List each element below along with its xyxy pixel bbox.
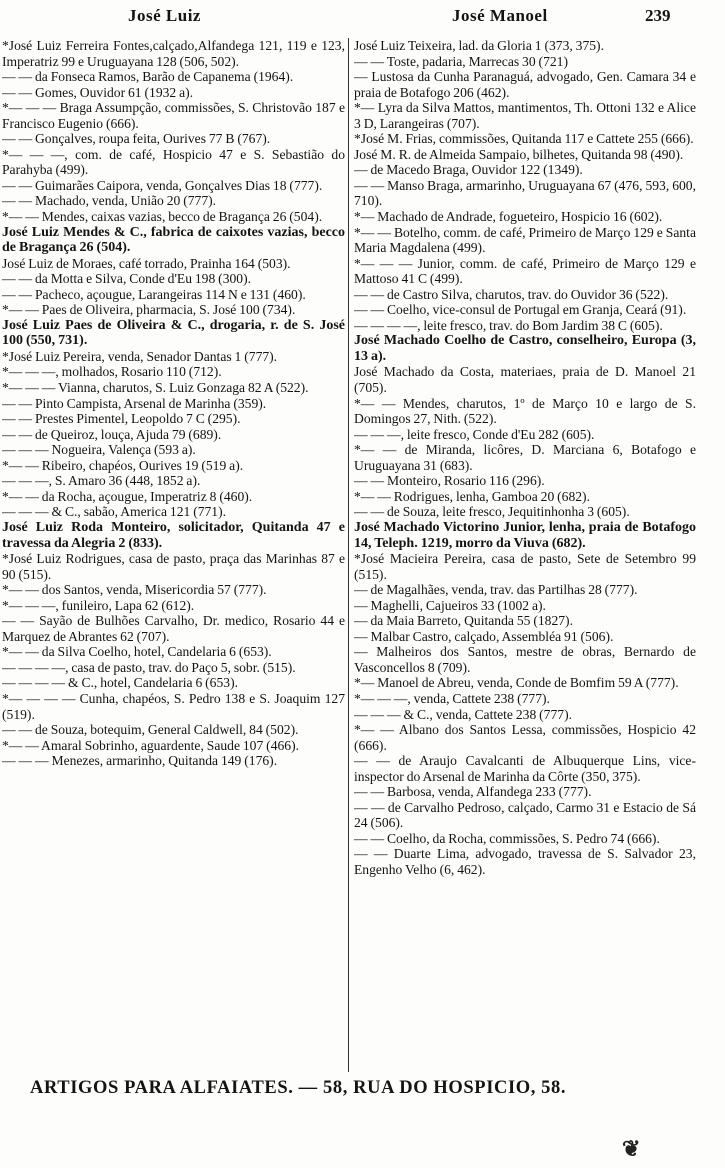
directory-entry: — — de Castro Silva, charutos, trav. do Ouvidor 36 (522). [354,286,669,302]
directory-entry: — — — Nogueira, Valença (593 a). [2,442,196,458]
directory-entry: *— Lyra da Silva Mattos, mantimentos, Th. Ottoni 132 e Alice 3 D, Larangeiras (707). [354,100,696,131]
directory-entry: *— — Mendes, caixas vazias, becco de Bragança 26 (504). [2,209,323,225]
directory-entry: — — Duarte Lima, advogado, travessa de S. Salvador 23, Engenho Velho (6, 462). [354,846,696,877]
advertisement-footer: ARTIGOS PARA ALFAIATES. — 58, RUA DO HOSPICIO, 58. [30,1078,567,1098]
directory-entry: José Machado Coelho de Castro, conselheiro, Europa (3, 13 a). [354,333,696,364]
directory-entry: — — Monteiro, Rosario 116 (296). [354,473,545,489]
directory-entry: José Machado Victorino Junior, lenha, praia de Botafogo 14, Teleph. 1219, morro da Viuva (682). [354,519,696,551]
directory-entry: *— — dos Santos, venda, Misericordia 57 (777). [2,582,267,598]
directory-entry: *José Luiz Rodrigues, casa de pasto, praça das Marinhas 87 e 90 (515). [2,551,345,582]
directory-entry: — Maghelli, Cajueiros 33 (1002 a). [354,597,546,613]
directory-entry: *— — Rodrigues, lenha, Gamboa 20 (682). [354,488,590,504]
directory-entry: — — Toste, padaria, Marrecas 30 (721) [354,53,568,69]
directory-entry: — — —, leite fresco, Conde d'Eu 282 (605). [354,426,595,442]
directory-entry: — — — Menezes, armarinho, Quitanda 149 (176). [2,753,278,769]
directory-entry: *— — da Silva Coelho, hotel, Candelaria 6 (653). [2,644,272,660]
directory-entry: *José Luiz Pereira, venda, Senador Dantas 1 (777). [2,348,278,364]
directory-entry: José Machado da Costa, materiaes, praia de D. Manoel 21 (705). [354,364,696,396]
directory-entry: *— — de Miranda, licôres, D. Marciana 6, Botafogo e Uruguayana 31 (683). [354,442,696,473]
directory-entry: — — Barbosa, venda, Alfandega 233 (777). [354,784,592,800]
header-left-name: José Luiz [128,6,201,25]
directory-entry: *— — Amaral Sobrinho, aguardente, Saude 107 (466). [2,737,300,753]
directory-entry: José Luiz Teixeira, lad. da Gloria 1 (373, 375). [354,38,604,53]
directory-entry: — — Machado, venda, União 20 (777). [2,193,217,209]
directory-entry: *José M. Frias, commissões, Quitanda 117 e Cattete 255 (666). [354,131,694,147]
directory-entry: José M. R. de Almeida Sampaio, bilhetes, Quitanda 98 (490). [354,146,684,162]
directory-entry: — — —, S. Amaro 36 (448, 1852 a). [2,473,201,489]
directory-entry: *— Manoel de Abreu, venda, Conde de Bomfim 59 A (777). [354,675,679,691]
directory-entry: — de Magalhães, venda, trav. das Partilhas 28 (777). [354,582,638,598]
directory-entry: — — de Carvalho Pedroso, calçado, Carmo 31 e Estacio de Sá 24 (506). [354,799,696,831]
directory-entry: *— — da Rocha, açougue, Imperatriz 8 (460). [2,488,253,504]
directory-entry: — — Prestes Pimentel, Leopoldo 7 C (295). [2,411,241,427]
directory-entry: *— — — Vianna, charutos, S. Luiz Gonzaga 82 A (522). [2,380,309,396]
directory-entry: — de Macedo Braga, Ouvidor 122 (1349). [354,162,583,178]
column-divider [348,38,349,1072]
directory-entry: *— Machado de Andrade, fogueteiro, Hospicio 16 (602). [354,209,663,225]
directory-entry: *— — Botelho, comm. de café, Primeiro de Março 129 e Santa Maria Magdalena (499). [354,224,696,256]
directory-entry: — — Coelho, da Rocha, commissões, S. Pedro 74 (666). [354,830,660,846]
directory-entry: *— — Paes de Oliveira, pharmacia, S. José 100 (734). [2,302,296,318]
directory-entry: *José Macieira Pereira, casa de pasto, Sete de Setembro 99 (515). [354,551,696,582]
directory-entry: *— — Mendes, charutos, 1º de Março 10 e largo de S. Domingos 27, Nith. (522). [354,395,696,427]
directory-entry: *— — Albano dos Santos Lessa, commissões, Hospicio 42 (666). [354,722,696,753]
directory-entry: — — Guimarães Caipora, venda, Gonçalves Dias 18 (777). [2,177,323,193]
directory-entry: — Malbar Castro, calçado, Assembléa 91 (506). [354,628,614,644]
directory-entry: — — — —, casa de pasto, trav. do Paço 5, sobr. (515). [2,659,296,675]
directory-entry: — — Pinto Campista, Arsenal de Marinha (359). [2,395,267,411]
directory-entry: — Malheiros dos Santos, mestre de obras, Bernardo de Vasconcellos 8 (709). [354,644,696,675]
left-column [2,38,345,1076]
directory-entry: — — Manso Braga, armarinho, Uruguayana 67 (476, 593, 600, 710). [354,177,696,209]
page-number: 239 [645,6,671,25]
directory-entry: José Luiz Mendes & C., fabrica de caixotes vazias, becco de Bragança 26 (504). [2,224,345,256]
header-right-name: José Manoel [452,6,548,25]
directory-entry: José Luiz Paes de Oliveira & C., drogaria, r. de S. José 100 (550, 731). [2,317,345,349]
directory-entry: *— — —, com. de café, Hospicio 47 e S. Sebastião do Parahyba (499). [2,146,345,178]
directory-entry: — — de Queiroz, louça, Ajuda 79 (689). [2,426,222,442]
directory-entry: — — — & C., venda, Cattete 238 (777). [354,706,572,722]
directory-entry: — — — & C., sabão, America 121 (771). [2,504,227,520]
directory-entry: — — Coelho, vice-consul de Portugal em Granja, Ceará (91). [354,302,687,318]
directory-entry: José Luiz Roda Monteiro, solicitador, Quitanda 47 e travessa da Alegria 2 (833). [2,519,345,551]
running-header [0,4,725,30]
directory-entry: *José Luiz Ferreira Fontes,calçado,Alfandega 121, 119 e 123, Imperatriz 99 e Uruguayana 128 (506, 502). [2,38,345,69]
directory-entry: *— — —, molhados, Rosario 110 (712). [2,364,222,380]
directory-entry: José Luiz de Moraes, café torrado, Prainha 164 (503). [2,255,291,271]
directory-entry: — — de Souza, leite fresco, Jequitinhonha 3 (605). [354,504,630,520]
directory-entry: — — da Motta e Silva, Conde d'Eu 198 (300). [2,271,252,287]
directory-entry: — — da Fonseca Ramos, Barão de Capanema (1964). [2,69,294,85]
directory-entry: — — Sayão de Bulhões Carvalho, Dr. medico, Rosario 44 e Marquez de Abrantes 62 (707). [2,613,345,644]
directory-entry: *— — — Junior, comm. de café, Primeiro de Março 129 e Mattoso 41 C (499). [354,255,696,287]
directory-entry: *— — — — Cunha, chapéos, S. Pedro 138 e S. Joaquim 127 (519). [2,690,345,722]
directory-entry: — — Pacheco, açougue, Larangeiras 114 N e 131 (460). [2,286,306,302]
printer-mark: ❦ [622,1136,641,1161]
directory-entry: — — de Souza, botequim, General Caldwell, 84 (502). [2,722,299,738]
directory-entry: *— — — Braga Assumpção, commissões, S. Christovão 187 e Francisco Eugenio (666). [2,100,345,131]
directory-entry: — — — —, leite fresco, trav. do Bom Jardim 38 C (605). [354,317,663,333]
directory-entry: — — Gonçalves, roupa feita, Ourives 77 B (767). [2,131,271,147]
directory-entry: — da Maia Barreto, Quitanda 55 (1827). [354,613,573,629]
directory-entry: *— — —, venda, Cattete 238 (777). [354,690,550,706]
directory-entry: *— — Ribeiro, chapéos, Ourives 19 (519 a). [2,457,244,473]
right-column [354,38,696,1076]
directory-entry: — — Gomes, Ouvidor 61 (1932 a). [2,84,194,100]
directory-entry: — — de Araujo Cavalcanti de Albuquerque Lins, vice-inspector do Arsenal de Marinha da Côrte (350, 375). [354,753,696,784]
directory-entry: — Lustosa da Cunha Paranaguá, advogado, Gen. Camara 34 e praia de Botafogo 206 (462). [354,69,696,100]
directory-entry: — — — — & C., hotel, Candelaria 6 (653). [2,675,238,691]
directory-entry: *— — —, funileiro, Lapa 62 (612). [2,597,195,613]
